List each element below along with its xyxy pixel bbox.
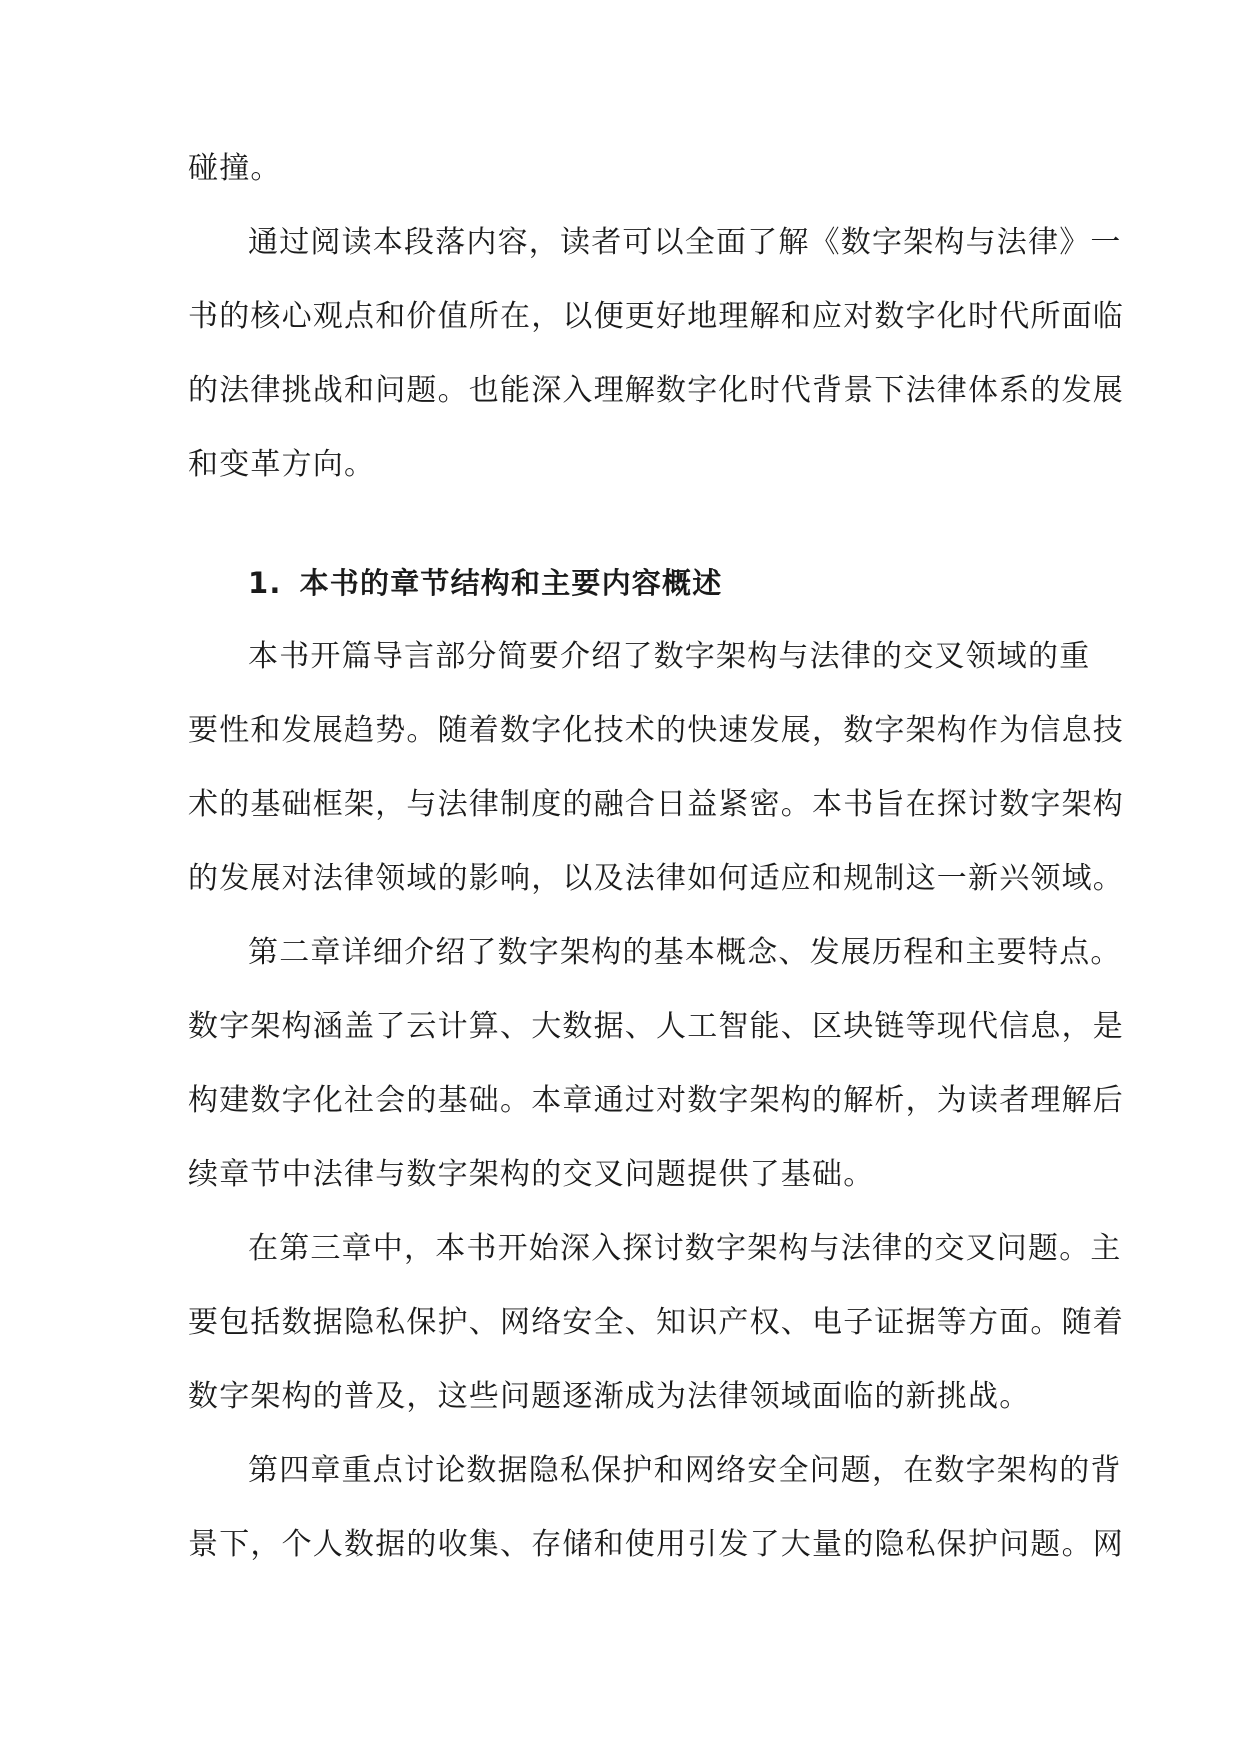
section-title: 本书的章节结构和主要内容概述 (299, 566, 723, 600)
paragraph-first-line: 第二章详细介绍了数字架构的基本概念、发展历程和主要特点。 (248, 935, 1122, 970)
text-line: 要包括数据隐私保护、网络安全、知识产权、电子证据等方面。随着 (188, 1305, 1124, 1340)
text-line: 书的核心观点和价值所在，以便更好地理解和应对数字化时代所面临 (188, 299, 1124, 334)
paragraph-first-line: 第四章重点讨论数据隐私保护和网络安全问题，在数字架构的背 (248, 1453, 1122, 1488)
text-line: 碰撞。 (188, 151, 282, 186)
text-line: 的发展对法律领域的影响，以及法律如何适应和规制这一新兴领域。 (188, 861, 1124, 896)
section-spacer (188, 502, 1058, 546)
text-line: 的法律挑战和问题。也能深入理解数字化时代背景下法律体系的发展 (188, 373, 1124, 408)
text-line: 数字架构的普及，这些问题逐渐成为法律领域面临的新挑战。 (188, 1379, 1031, 1414)
text-line: 续章节中法律与数字架构的交叉问题提供了基础。 (188, 1157, 875, 1192)
section-number: 1. (248, 566, 282, 600)
text-line: 景下，个人数据的收集、存储和使用引发了大量的隐私保护问题。网 (188, 1527, 1124, 1562)
text-line: 要性和发展趋势。随着数字化技术的快速发展，数字架构作为信息技 (188, 713, 1124, 748)
text-line: 和变革方向。 (188, 447, 376, 482)
text-line: 术的基础框架，与法律制度的融合日益紧密。本书旨在探讨数字架构 (188, 787, 1124, 822)
text-line: 数字架构涵盖了云计算、大数据、人工智能、区块链等现代信息，是 (188, 1009, 1124, 1044)
paragraph-first-line: 在第三章中，本书开始深入探讨数字架构与法律的交叉问题。主 (248, 1231, 1122, 1266)
section-heading (188, 546, 1058, 620)
body-text (188, 132, 1124, 1582)
paragraph-first-line: 本书开篇导言部分简要介绍了数字架构与法律的交叉领域的重 (248, 639, 1091, 674)
paragraph-first-line: 通过阅读本段落内容，读者可以全面了解《数字架构与法律》一 (248, 225, 1122, 260)
text-line: 构建数字化社会的基础。本章通过对数字架构的解析，为读者理解后 (188, 1083, 1124, 1118)
